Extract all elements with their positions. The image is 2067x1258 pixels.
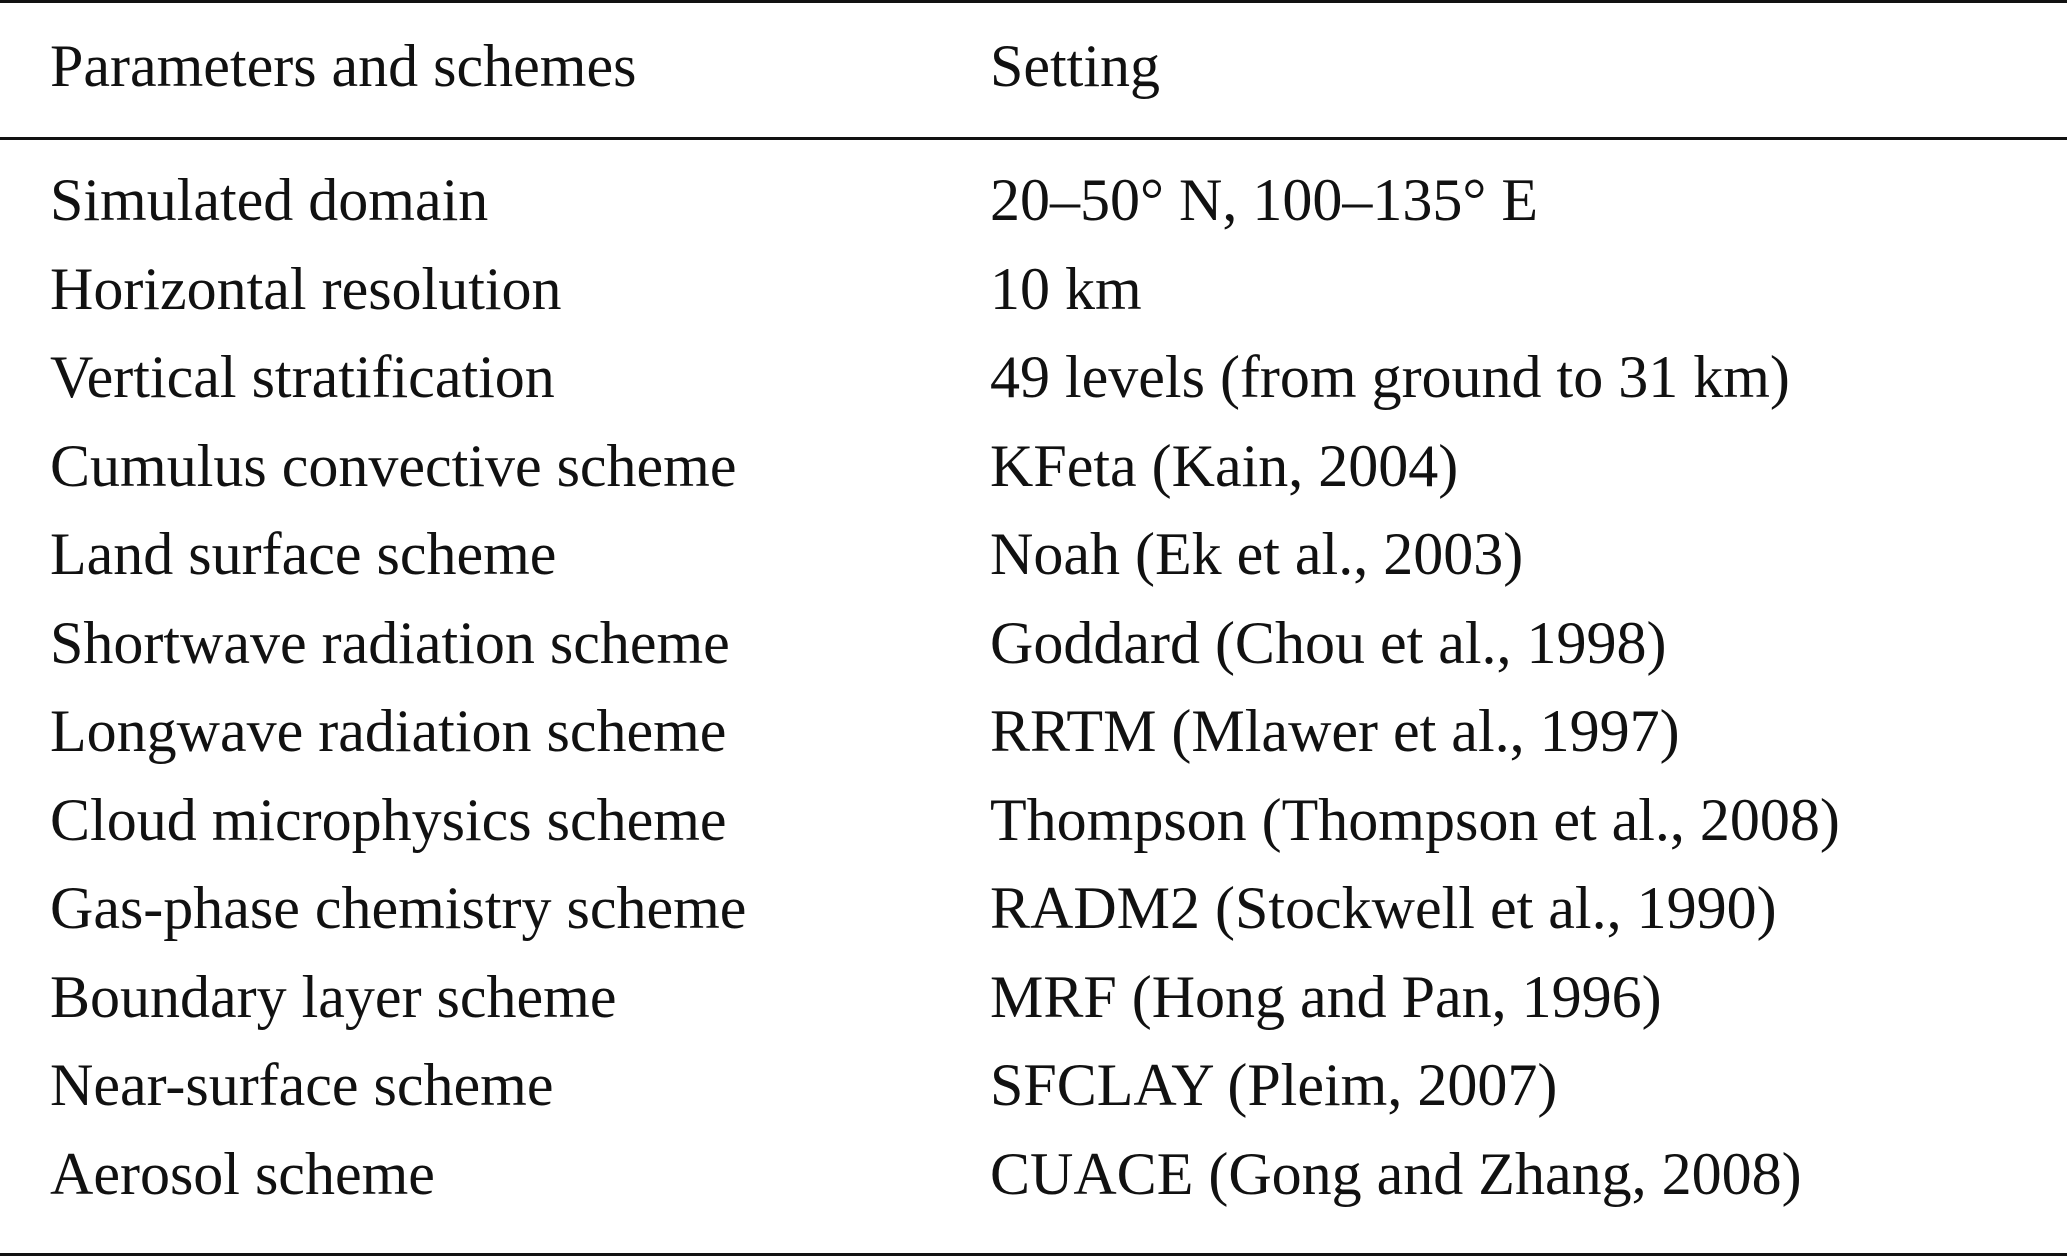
parameter-cell: Shortwave radiation scheme: [50, 609, 730, 676]
table-header-row: [0, 26, 2067, 106]
setting-cell: SFCLAY (Pleim, 2007): [990, 1052, 1558, 1118]
table-row: [0, 514, 2067, 603]
bottom-rule: [0, 1253, 2067, 1256]
table-row: [0, 691, 2067, 780]
parameter-cell: Aerosol scheme: [50, 1140, 435, 1207]
table-row: [0, 603, 2067, 692]
table-row: [0, 426, 2067, 515]
setting-cell: RRTM (Mlawer et al., 1997): [990, 698, 1680, 764]
setting-cell: 10 km: [990, 255, 1142, 322]
table-row: [0, 1045, 2067, 1134]
parameter-cell: Longwave radiation scheme: [50, 698, 727, 764]
setting-cell: MRF (Hong and Pan, 1996): [990, 963, 1662, 1030]
table-row: [0, 249, 2067, 338]
setting-cell: Noah (Ek et al., 2003): [990, 521, 1524, 587]
parameter-cell: Gas-phase chemistry scheme: [50, 875, 747, 941]
table-row: [0, 780, 2067, 869]
table-row: [0, 957, 2067, 1046]
setting-cell: 20–50° N, 100–135° E: [990, 167, 1538, 233]
parameter-cell: Horizontal resolution: [50, 255, 562, 322]
header-parameters: Parameters and schemes: [50, 33, 637, 99]
parameter-cell: Land surface scheme: [50, 521, 557, 587]
setting-cell: Thompson (Thompson et al., 2008): [990, 786, 1840, 853]
parameter-cell: Vertical stratification: [50, 344, 555, 410]
table-body: [0, 160, 2067, 1222]
table-row: [0, 868, 2067, 957]
top-rule: [0, 0, 2067, 3]
header-rule: [0, 137, 2067, 140]
setting-cell: KFeta (Kain, 2004): [990, 432, 1459, 499]
parameter-cell: Cloud microphysics scheme: [50, 786, 727, 853]
parameter-cell: Simulated domain: [50, 167, 489, 233]
parameter-cell: Cumulus convective scheme: [50, 432, 737, 499]
table-row: [0, 1134, 2067, 1223]
setting-cell: RADM2 (Stockwell et al., 1990): [990, 875, 1777, 941]
setting-cell: 49 levels (from ground to 31 km): [990, 344, 1790, 410]
setting-cell: Goddard (Chou et al., 1998): [990, 609, 1667, 676]
table-row: [0, 337, 2067, 426]
header-setting: Setting: [990, 33, 1161, 99]
parameter-cell: Boundary layer scheme: [50, 963, 617, 1030]
table-row: [0, 160, 2067, 249]
parameter-cell: Near-surface scheme: [50, 1052, 554, 1118]
setting-cell: CUACE (Gong and Zhang, 2008): [990, 1140, 1802, 1207]
